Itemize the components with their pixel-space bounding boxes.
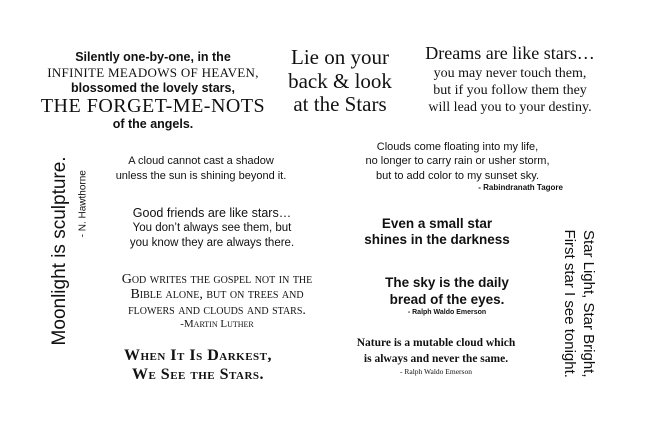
quote-line: no longer to carry rain or usher storm, [365,155,550,168]
quote-line: First star I see tonight. [561,229,578,378]
quote-line: is always and never the same. [363,352,509,365]
quote-line: Clouds come floating into my life, [376,141,539,153]
quote-moonlight-attribution [77,149,89,259]
quote-line: but if you follow them they [433,83,587,99]
quote-line: Dreams are like stars… [425,43,595,63]
quote-line: When It Is Darkest, [123,347,273,364]
quote-line: Good friends are like stars… [132,206,292,220]
quote-line: you may never touch them, [433,65,587,81]
attribution: - Ralph Waldo Emerson [407,308,487,316]
quote-line: at the Stars [293,92,387,117]
quote-line: Nature is a mutable cloud which [356,337,516,349]
quote-lie-on-back [272,46,408,117]
quote-line: Star Light, Star Bright, [579,229,597,378]
quote-gospel [86,272,348,330]
quote-line: The sky is the daily [385,275,509,290]
quote-line: will lead you to your destiny. [428,100,592,116]
quote-nature [342,336,530,377]
quote-forget-me-nots [38,50,268,132]
quote-line: of the angels. [112,116,194,131]
quote-line: A cloud cannot cast a shadow [128,155,274,167]
attribution: - Ralph Waldo Emerson [400,367,472,377]
quote-sky-bread [362,275,532,318]
quote-line: Even a small star [381,216,493,231]
quote-line: Silently one-by-one, in the [75,50,231,64]
quote-good-friends [112,205,312,251]
quote-moonlight [49,126,71,376]
quote-line: INFINITE MEADOWS OF HEAVEN, [47,65,259,80]
attribution: - Rabindranath Tagore [478,182,563,192]
quote-line: flowers and clouds and stars. [128,302,306,318]
quote-line: bread of the eyes. [389,291,505,307]
attribution: -Martin Luther [180,318,254,331]
quote-clouds-tagore [340,140,575,193]
quote-dreams [410,43,610,116]
quote-line: Bible alone, but on trees and [130,287,304,303]
quote-line: God writes the gospel not in the [121,272,313,287]
quote-line: Moonlight is sculpture. [49,156,71,346]
attribution: - N. Hawthorne [77,170,89,238]
quote-line: unless the sun is shining beyond it. [115,169,287,182]
quote-line: You don’t always see them, but [132,222,292,235]
quote-small-star [352,216,522,248]
quote-line: you know they are always there. [129,237,295,250]
quote-cloud-shadow [106,154,296,184]
quote-line: but to add color to my sunset sky. [375,169,540,182]
quote-line: Lie on your [291,45,389,69]
quote-darkest [88,346,308,384]
quote-line: We See the Stars. [131,366,265,384]
quote-line: THE FORGET-ME-NOTS [40,94,266,117]
quote-star-light [559,204,597,404]
quote-line: blossomed the lovely stars, [71,80,235,95]
quote-line: shines in the darkness [364,232,510,248]
quote-line: back & look [288,68,392,93]
